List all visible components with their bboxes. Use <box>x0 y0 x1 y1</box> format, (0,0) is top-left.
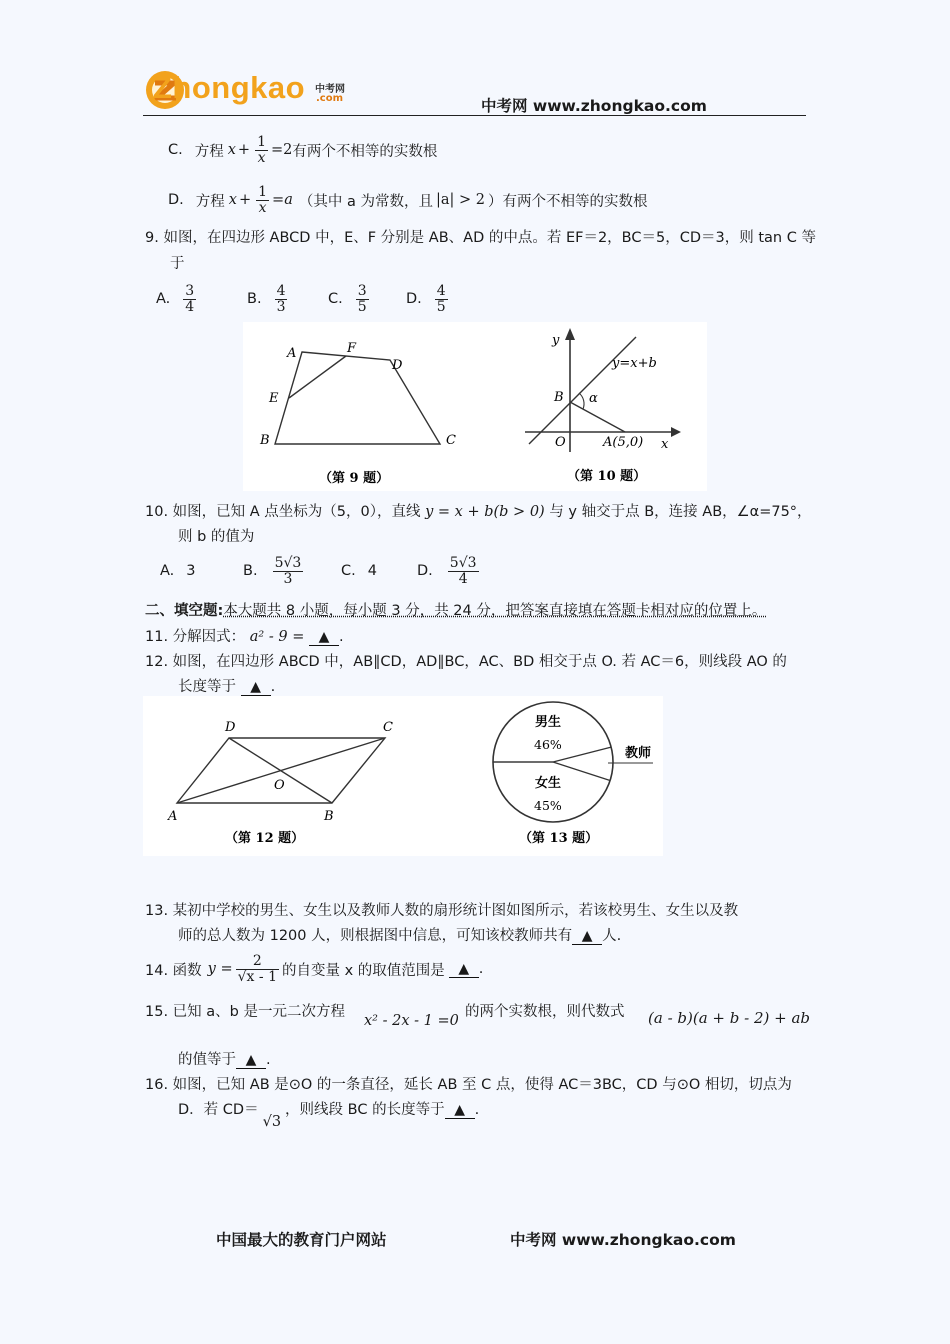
q9-a-num: 3 <box>185 282 195 299</box>
q16-answer-blank: ▲ <box>445 1102 475 1119</box>
q14-post: . <box>478 961 484 977</box>
q9-d-den: 5 <box>436 298 446 315</box>
q8-d-eq: =a <box>272 192 293 208</box>
section-2-text: 本大题共 8 小题，每小题 3 分，共 24 分，把答案直接填在答题卡相对应的位置上。 <box>223 603 767 619</box>
q15-pre: 15. 已知 a、b 是一元二次方程 <box>145 1004 345 1020</box>
q9-a-den: 4 <box>185 298 195 315</box>
q9-d-num: 4 <box>436 282 446 299</box>
figure-12-13 <box>143 696 663 856</box>
q10-d-num: 5√3 <box>449 554 477 571</box>
q8-d-fraction <box>256 185 269 215</box>
fig13-male-label: 男生 <box>535 715 562 730</box>
fig12-label-c: C <box>383 720 393 735</box>
header-site: 中考网 www.zhongkao.com <box>481 97 707 115</box>
q9-c-num: 3 <box>357 282 367 299</box>
q9-line1: 9. 如图，在四边形 ABCD 中，E、F 分别是 AB、AD 的中点。若 EF＝2，BC＝5，CD＝3，则 tan C 等 <box>145 230 816 246</box>
q10-formula: y = x + b(b > 0) <box>425 504 545 520</box>
logo-suffix: .com <box>316 93 344 104</box>
header-rule <box>143 115 806 116</box>
q16-sqrt: √3 <box>262 1114 282 1130</box>
q16-line2-mid: ，则线段 BC 的长度等于 <box>285 1102 445 1118</box>
q13-line2 <box>178 924 621 945</box>
q8-c-fraction <box>255 135 268 165</box>
q8-c-den: x <box>257 149 266 166</box>
q14-fraction <box>236 954 279 984</box>
q9-options <box>156 276 476 322</box>
q9-c-den: 5 <box>357 298 367 315</box>
q14-num: 2 <box>236 954 279 970</box>
q10-c-label: C. <box>341 563 356 579</box>
q13-line2-pre: 师的总人数为 1200 人，则根据图中信息，可知该校教师共有 <box>178 928 573 944</box>
q11-formula: a² - 9 = <box>249 629 305 645</box>
q9-option-b <box>247 276 290 322</box>
q8-option-d <box>168 178 647 222</box>
fig10-x-arrow <box>671 427 681 437</box>
fig10-caption: （第 10 题） <box>567 469 647 484</box>
q10-options <box>160 548 500 594</box>
q11-pre: 11. 分解因式： <box>145 629 246 645</box>
q16-line2-pre: D．若 CD＝ <box>178 1102 259 1118</box>
q9-b-den: 3 <box>276 298 286 315</box>
q15-equation: x² - 2x - 1 =0 <box>364 1013 459 1029</box>
q13-post: 人. <box>602 928 622 944</box>
q11-post: . <box>338 629 344 645</box>
footer-right: 中考网 www.zhongkao.com <box>510 1231 736 1249</box>
fig12-diagonal-bd <box>229 738 332 803</box>
q10-option-c <box>341 548 377 594</box>
q10-line2: 则 b 的值为 <box>178 529 255 545</box>
q8-d-num: 1 <box>258 183 268 200</box>
q10-d-label: D. <box>417 563 433 579</box>
fig10-alpha-label: α <box>589 391 598 406</box>
fig13-teacher-label: 教师 <box>625 746 652 761</box>
fig10-line <box>529 337 636 444</box>
q8-d-pre: 方程 <box>195 193 225 210</box>
q15-line2-pre: 的值等于 <box>178 1052 236 1068</box>
q14-pre: 14. 函数 <box>145 962 202 979</box>
fig10-o-label: O <box>555 435 566 450</box>
site-logo <box>143 66 353 112</box>
fig10-segment-ab <box>570 402 625 432</box>
logo-cn: 中考网 <box>315 84 345 95</box>
figure-12-13-drawing <box>143 696 663 856</box>
figure-9-10-drawing <box>243 322 707 491</box>
q9-b-label: B. <box>247 291 262 307</box>
fig9-label-c: C <box>446 433 456 448</box>
q15-line2 <box>178 1048 271 1069</box>
q8-d-label: D. <box>168 192 184 208</box>
q12-answer-blank: ▲ <box>241 679 271 696</box>
fig12-label-o: O <box>274 778 285 793</box>
fig9-label-a: A <box>287 346 297 361</box>
q9-option-a <box>156 276 199 322</box>
q8-c-pre: 方程 <box>194 143 224 160</box>
q10-c-text: 4 <box>367 563 377 579</box>
q15-post: . <box>266 1052 271 1068</box>
q16-line2 <box>178 1098 480 1130</box>
q8-d-plus: + <box>238 192 252 208</box>
logo-text: Zhongkao <box>153 70 306 105</box>
q14-mid: 的自变量 x 的取值范围是 <box>281 962 445 979</box>
fig13-male-pct: 46% <box>534 737 562 752</box>
fig9-label-b: B <box>260 433 270 448</box>
q8-d-mid: （其中 a 为常数，且 <box>298 193 433 210</box>
q15-mid: 的两个实数根，则代数式 <box>465 1004 625 1020</box>
fig10-b-label: B <box>554 390 564 405</box>
q9-d-label: D. <box>406 291 422 307</box>
q8-c-plus: + <box>237 142 251 158</box>
q15-line1 <box>145 1000 810 1036</box>
q9-line2: 于 <box>170 256 185 272</box>
q10-line1 <box>145 500 812 521</box>
fig9-label-e: E <box>269 391 279 406</box>
q11 <box>145 625 344 646</box>
q12-post: . <box>270 679 276 695</box>
q10-line1-pre: 10. 如图，已知 A 点坐标为（5，0），直线 <box>145 504 421 520</box>
fig12-label-b: B <box>324 809 334 824</box>
section-2-heading <box>145 599 766 620</box>
q10-b-label: B. <box>243 563 258 579</box>
q8-d-x: x <box>228 192 237 208</box>
q14 <box>145 946 483 992</box>
fig9-caption: （第 9 题） <box>319 471 390 486</box>
q10-a-text: 3 <box>186 563 196 579</box>
q14-den: √x - 1 <box>237 968 277 985</box>
fig9-segment-ef <box>289 356 346 398</box>
q10-b-num: 5√3 <box>274 554 302 571</box>
fig12-caption: （第 12 题） <box>225 831 305 846</box>
q16-post: . <box>474 1102 480 1118</box>
q10-line1-post: 与 y 轴交于点 B，连接 AB，∠α=75°， <box>549 504 812 520</box>
q14-y: y = <box>207 961 233 977</box>
q15-expression: (a - b)(a + b - 2) + ab <box>648 1009 811 1027</box>
fig10-y-arrow <box>565 328 575 340</box>
figure-9-10 <box>243 322 707 491</box>
fig9-quadrilateral <box>275 352 440 444</box>
fig9-label-f: F <box>347 341 357 356</box>
q9-option-c <box>328 276 372 322</box>
fig13-female-pct: 45% <box>534 798 562 813</box>
q10-option-a <box>160 548 196 594</box>
section-2-title: 二、填空题: <box>145 603 224 619</box>
q8-c-num: 1 <box>257 133 266 150</box>
q12-line1: 12. 如图，在四边形 ABCD 中，AB∥CD，AD∥BC，AC、BD 相交于点 O. 若 AC＝6，则线段 AO 的 <box>145 654 787 670</box>
footer-left: 中国最大的教育门户网站 <box>216 1231 387 1249</box>
fig10-x-label: x <box>661 437 669 452</box>
q8-option-c <box>168 128 437 172</box>
q8-c-label: C. <box>168 142 183 158</box>
q11-answer-blank: ▲ <box>309 629 339 646</box>
q10-b-den: 3 <box>283 570 293 587</box>
q8-d-post: ）有两个不相等的实数根 <box>487 193 648 210</box>
q8-c-eq: =2 <box>271 142 293 158</box>
q8-d-abs: |a| > 2 <box>435 192 485 208</box>
fig12-label-d: D <box>225 720 236 735</box>
fig9-label-d: D <box>392 358 403 373</box>
fig10-line-label: y=x+b <box>612 356 657 371</box>
q9-a-label: A. <box>156 291 171 307</box>
fig12-label-a: A <box>168 809 178 824</box>
q10-option-d <box>417 548 482 594</box>
q15-answer-blank: ▲ <box>236 1052 266 1069</box>
q12-line2 <box>178 675 275 696</box>
q9-option-d <box>406 276 451 322</box>
q9-c-label: C. <box>328 291 343 307</box>
q10-d-den: 4 <box>458 570 468 587</box>
q12-line2-pre: 长度等于 <box>178 679 236 695</box>
q13-answer-blank: ▲ <box>572 928 602 945</box>
fig13-caption: （第 13 题） <box>519 831 599 846</box>
fig10-a-label: A(5,0) <box>603 435 644 450</box>
q9-b-num: 4 <box>276 282 286 299</box>
q8-c-post: 有两个不相等的实数根 <box>292 143 438 160</box>
q13-line1: 13. 某初中学校的男生、女生以及教师人数的扇形统计图如图所示，若该校男生、女生以及教 <box>145 903 739 919</box>
q8-d-den: x <box>258 199 267 216</box>
q10-a-label: A. <box>160 563 175 579</box>
q8-c-x: x <box>227 142 236 158</box>
q16-line1: 16. 如图，已知 AB 是⊙O 的一条直径，延长 AB 至 C 点，使得 AC＝3BC，CD 与⊙O 相切，切点为 <box>145 1077 792 1093</box>
q14-answer-blank: ▲ <box>449 961 479 978</box>
q10-option-b <box>243 548 306 594</box>
fig13-female-label: 女生 <box>535 776 562 791</box>
fig10-y-label: y <box>552 333 560 348</box>
